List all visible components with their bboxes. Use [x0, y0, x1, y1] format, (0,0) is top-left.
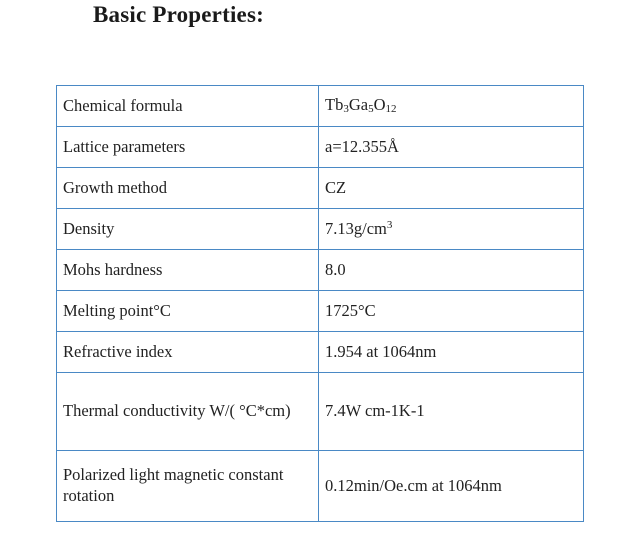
property-value: 1.954 at 1064nm: [319, 332, 584, 373]
formula-subscript: 3: [343, 103, 349, 116]
formula-part: O: [373, 95, 386, 115]
table-row: [57, 451, 584, 522]
property-name-line2: rotation: [63, 486, 115, 505]
property-value: 7.4W cm-1K-1: [319, 373, 584, 451]
property-name: Mohs hardness: [57, 250, 319, 291]
properties-table: [56, 85, 584, 522]
property-name: Growth method: [57, 168, 319, 209]
property-value: [319, 209, 584, 250]
value-main: 7.13g/cm: [325, 218, 387, 238]
formula-subscript: 12: [385, 103, 397, 116]
table-row: [57, 209, 584, 250]
formula-part: Ga: [348, 95, 369, 115]
property-name-line1: Polarized light magnetic constant: [63, 465, 284, 485]
table-row: [57, 291, 584, 332]
property-name: Chemical formula: [57, 86, 319, 127]
formula-subscript: 5: [368, 103, 374, 116]
table-row: [57, 332, 584, 373]
property-value: a=12.355Å: [319, 127, 584, 168]
property-name: Melting point°C: [57, 291, 319, 332]
table-row: [57, 168, 584, 209]
table-row: [57, 86, 584, 127]
property-value: [319, 86, 584, 127]
table-row: [57, 373, 584, 451]
value-superscript: 3: [386, 218, 393, 231]
table-row: [57, 127, 584, 168]
formula-part: Tb: [325, 95, 344, 115]
property-name: Density: [57, 209, 319, 250]
property-value: 1725°C: [319, 291, 584, 332]
property-value: CZ: [319, 168, 584, 209]
table-row: [57, 250, 584, 291]
property-value: 0.12min/Oe.cm at 1064nm: [319, 451, 584, 522]
property-name: Lattice parameters: [57, 127, 319, 168]
property-name: [57, 451, 319, 522]
page-heading: Basic Properties:: [93, 2, 264, 27]
property-value: 8.0: [319, 250, 584, 291]
property-name: Thermal conductivity W/( °C*cm): [57, 373, 319, 451]
property-name: Refractive index: [57, 332, 319, 373]
